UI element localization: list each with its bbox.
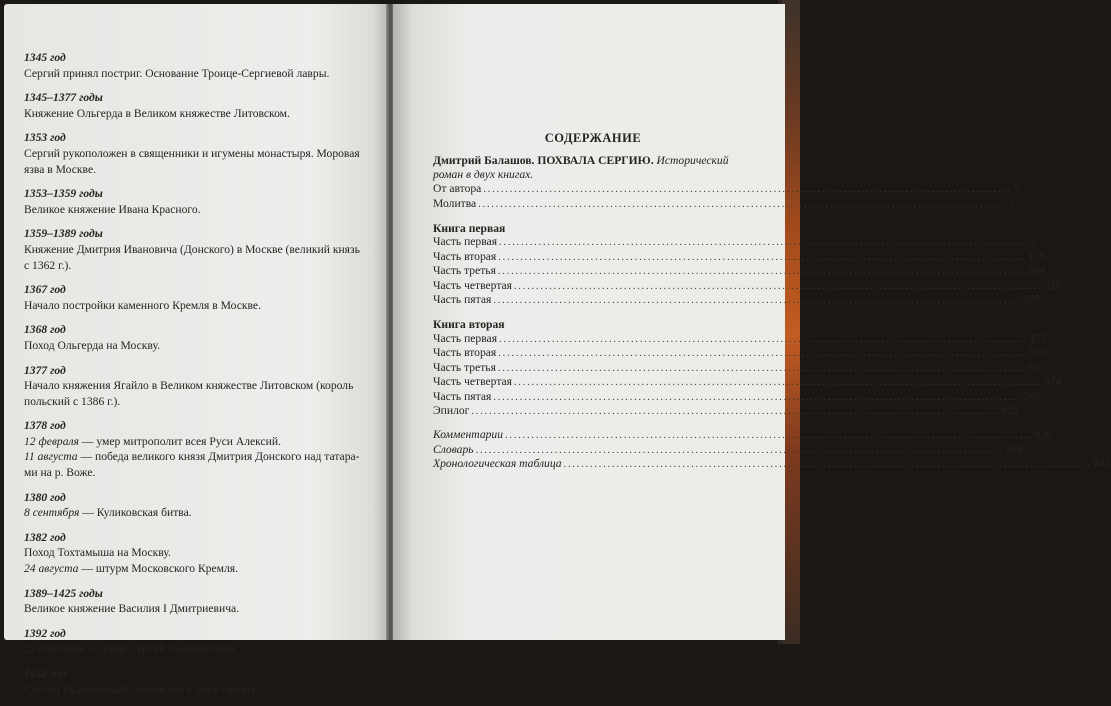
chronology-line (24, 505, 364, 521)
toc-row-page: 838 (1005, 442, 1023, 456)
toc-row-page: 617 (1027, 360, 1046, 374)
toc-row-page: 126 (1028, 249, 1046, 263)
toc-row (433, 264, 1046, 278)
chronology-text: Поход Тохтамыша на Москву. (24, 546, 171, 560)
toc-row (433, 196, 1014, 211)
chronology-text: — умер Сергий Радонежский. (85, 642, 237, 656)
chronology-year: 1368 год (24, 323, 66, 337)
toc-book2-title: Книга вторая (433, 318, 505, 332)
toc-leader-dots: ........................................................................................................................ (498, 251, 1027, 263)
toc-row (433, 403, 1019, 418)
chronology-line (24, 545, 364, 561)
chronology-text: Княжение Дмитрия Ивановича (Донского) в Москве (великий князь (24, 242, 360, 256)
chronology-entry (24, 282, 364, 313)
toc-row-page: 320 (1044, 278, 1062, 292)
toc-row-page: 841 (1093, 457, 1111, 471)
toc-leader-dots: ........................................................................................................................ (493, 295, 1022, 307)
toc-leader-dots: ........................................................................................................................ (499, 333, 1028, 345)
chronology-text: Княжение Ольгерда в Великом княжестве Литовском. (24, 106, 290, 120)
chronology-list (24, 50, 364, 706)
chronology-text: Поход Ольгерда на Москву. (24, 338, 161, 352)
chronology-line (24, 242, 364, 258)
chronology-entry (24, 130, 364, 177)
toc-row-label: Часть первая (433, 331, 498, 345)
chronology-date: 8 сентября (24, 506, 80, 520)
toc-row-label: Хронологическая таблица (433, 457, 562, 471)
toc-leader-dots: ........................................................................................................................ (478, 198, 1007, 210)
toc-leader-dots: ........................................................................................................................ (499, 237, 1028, 249)
toc-row (433, 235, 1035, 249)
toc-row (433, 182, 1020, 196)
toc-row (433, 360, 1046, 375)
chronology-text: язва в Москве. (24, 162, 96, 176)
toc-front-section (433, 182, 1020, 211)
chronology-text: Великое княжение Ивана Красного. (24, 202, 201, 216)
toc-row-label: Часть первая (433, 235, 498, 249)
chronology-entry (24, 363, 364, 410)
toc-leader-dots: ........................................................................................................................ (493, 391, 1022, 403)
toc-book1-section (433, 235, 1062, 307)
chronology-line (24, 434, 364, 450)
chronology-line (24, 298, 364, 314)
chronology-date: 24 августа (24, 562, 79, 576)
toc-row (433, 278, 1062, 293)
toc-row-label: Часть пятая (433, 389, 492, 403)
toc-row (433, 375, 1062, 389)
toc-row-page: 760 (1023, 389, 1041, 403)
chronology-line (24, 682, 364, 698)
chronology-year: 1359–1389 годы (24, 227, 103, 241)
toc-row-label: Молитва (433, 196, 477, 210)
toc-row-page: 5 (1013, 182, 1020, 196)
toc-row-page: 9 (1029, 235, 1035, 249)
chronology-line (24, 66, 364, 82)
chronology-text: Сергий принял постриг. Основание Троице-Сергиевой лавры. (24, 66, 330, 80)
toc-title: СОДЕРЖАНИЕ (544, 131, 642, 145)
toc-row (433, 428, 1053, 442)
chronology-line (24, 338, 364, 354)
toc-row-label: Комментарии (433, 428, 504, 442)
chronology-entry (24, 418, 364, 480)
toc-leader-dots: ........................................................................................................................ (563, 459, 1092, 471)
chronology-year: 1392 год (24, 626, 66, 640)
toc-row (433, 293, 1041, 307)
toc-row (433, 442, 1023, 457)
chronology-text: — умер митрополит всея Руси Алексий. (78, 434, 281, 448)
chronology-year: 1377 год (24, 363, 66, 377)
chronology-entry (24, 626, 364, 657)
chronology-text: Начало постройки каменного Кремля в Москве. (24, 298, 261, 312)
toc-leader-dots: ........................................................................................................................ (471, 405, 1000, 417)
toc-leader-dots: ........................................................................................................................ (475, 444, 1004, 456)
chronology-line (24, 465, 364, 481)
toc-row-page: 204 (1027, 264, 1046, 278)
chronology-text: польский с 1386 г.). (24, 394, 121, 408)
chronology-year: 1353 год (24, 131, 66, 145)
toc-row (433, 457, 1111, 471)
toc-row-page: 7 (1008, 196, 1014, 210)
toc-row-label: Часть третья (433, 264, 496, 278)
chronology-entry (24, 530, 364, 577)
chronology-date: 25 сентября (24, 642, 86, 656)
chronology-line (24, 146, 364, 162)
toc-row-page: 570 (1028, 346, 1046, 360)
toc-row-page: 826 (1035, 428, 1053, 442)
toc-book1-title: Книга первая (433, 222, 506, 236)
chronology-line (24, 162, 364, 178)
chronology-entry (24, 186, 364, 217)
chronology-text: — победа великого князя Дмитрия Донского над татара- (77, 450, 360, 464)
toc-row-page: 397 (1023, 293, 1041, 307)
chronology-line (24, 378, 364, 394)
chronology-text: Сергий рукоположен в священники и игумены монастыря. Моровая (24, 146, 360, 160)
toc-row-label: Часть четвертая (433, 278, 513, 292)
chronology-entry (24, 666, 364, 697)
toc-row (433, 331, 1047, 346)
toc-leader-dots: ........................................................................................................................ (514, 377, 1043, 389)
chronology-line (24, 449, 364, 465)
toc-row (433, 249, 1046, 264)
toc-row-label: Словарь (433, 442, 474, 456)
chronology-text: с 1362 г.). (24, 258, 72, 272)
chronology-entry (24, 226, 364, 273)
chronology-entry (24, 586, 364, 617)
chronology-line (24, 202, 364, 218)
chronology-entry (24, 90, 364, 121)
chronology-year: 1382 год (24, 530, 66, 544)
right-page (393, 4, 1111, 640)
toc-row-label: Часть вторая (433, 249, 497, 263)
toc-work-subtitle: Исторический роман в двух книгах. (433, 154, 729, 181)
chronology-text: Великое княжение Василия I Дмитриевича. (24, 602, 240, 616)
toc-leader-dots: ........................................................................................................................ (498, 348, 1027, 360)
chronology-year: 1378 год (24, 419, 66, 433)
chronology-line (24, 641, 364, 657)
chronology-year: 1367 год (24, 283, 66, 297)
chronology-text: — штурм Московского Кремля. (78, 562, 239, 576)
chronology-entry (24, 50, 364, 81)
left-page (4, 4, 388, 696)
toc-row-label: Часть пятая (433, 293, 492, 307)
chronology-line (24, 601, 364, 617)
chronology-year: 1345–1377 годы (24, 91, 103, 105)
toc-work-author-title: Дмитрий Балашов. ПОХВАЛА СЕРГИЮ. (433, 154, 654, 168)
table-of-contents (433, 131, 1111, 472)
toc-row (433, 389, 1041, 404)
chronology-year: 1452 год (24, 667, 66, 680)
toc-row-page: 475 (1029, 331, 1047, 345)
toc-leader-dots: ........................................................................................................................ (514, 280, 1043, 292)
chronology-date: 12 февраля (24, 434, 79, 448)
chronology-entry (24, 490, 364, 521)
chronology-line (24, 561, 364, 577)
toc-leader-dots: ........................................................................................................................ (483, 184, 1012, 196)
chronology-year: 1353–1359 годы (24, 187, 103, 201)
toc-row (433, 346, 1046, 360)
chronology-year: 1380 год (24, 490, 66, 504)
toc-leader-dots: ........................................................................................................................ (497, 266, 1026, 278)
chronology-text: — Куликовская битва. (79, 506, 192, 520)
toc-work-heading (433, 154, 753, 181)
chronology-text: Начало княжения Ягайло в Великом княжестве Литовском (король (24, 379, 354, 393)
toc-row-label: От автора (433, 182, 482, 196)
toc-book2-section (433, 331, 1062, 418)
chronology-year: 1389–1425 годы (24, 586, 103, 600)
chronology-text: Сергий Радонежский причислен к лику святых. (24, 682, 259, 696)
chronology-line (24, 258, 364, 274)
chronology-line (24, 106, 364, 122)
toc-row-label: Часть вторая (433, 346, 497, 360)
toc-leader-dots: ........................................................................................................................ (505, 430, 1034, 442)
toc-row-page: 822 (1001, 403, 1019, 417)
chronology-entry (24, 322, 364, 353)
toc-leader-dots: ........................................................................................................................ (497, 362, 1026, 374)
toc-back-section (433, 428, 1111, 471)
toc-row-label: Часть четвертая (433, 375, 513, 389)
chronology-year: 1345 год (24, 51, 66, 64)
chronology-line (24, 394, 364, 410)
chronology-text: ми на р. Воже. (24, 466, 96, 480)
toc-row-label: Часть третья (433, 360, 496, 374)
toc-row-page: 674 (1044, 375, 1062, 389)
chronology-date: 11 августа (24, 450, 78, 464)
toc-row-label: Эпилог (433, 403, 470, 417)
